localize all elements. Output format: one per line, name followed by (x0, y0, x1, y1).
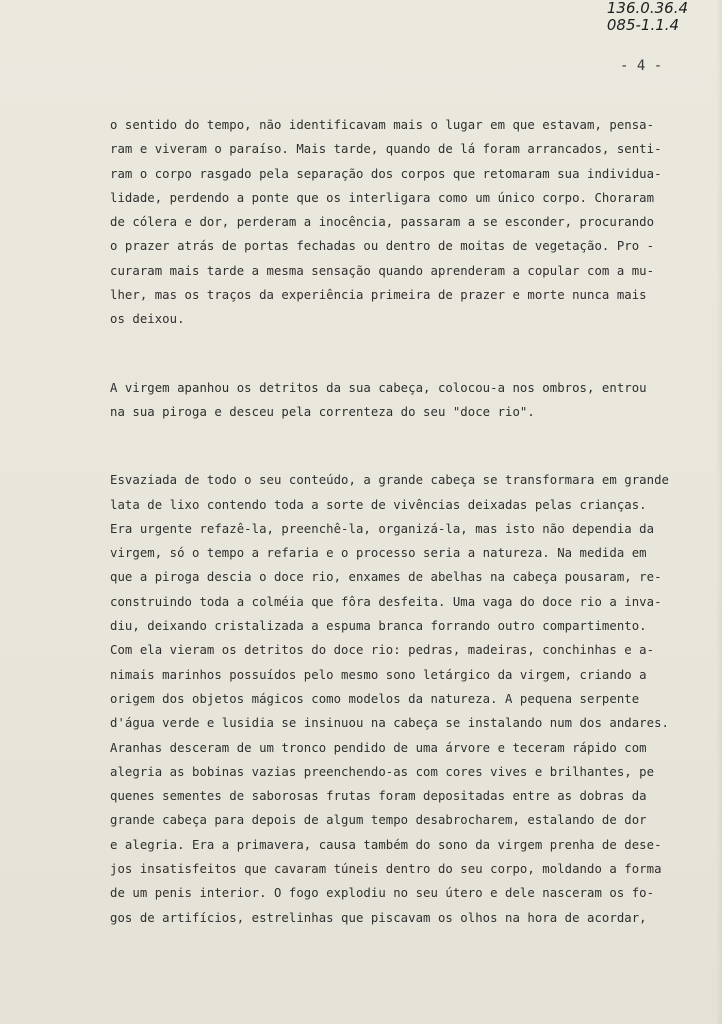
text-line: Era urgente refazê-la, preenchê-la, organizá-la, mas isto não dependia da (110, 521, 655, 536)
paragraph-3 (110, 468, 700, 930)
archive-reference (607, 0, 688, 34)
text-line: e alegria. Era a primavera, causa também do sono da virgem prenha de dese- (110, 837, 662, 852)
text-line: o sentido do tempo, não identificavam mais o lugar em que estavam, pensa- (110, 118, 655, 132)
text-line: ram o corpo rasgado pela separação dos corpos que retomaram sua individua- (110, 166, 662, 181)
text-line: lher, mas os traços da experiência primeira de prazer e morte nunca mais (110, 288, 647, 303)
text-line: alegria as bobinas vazias preenchendo-as com cores vives e brilhantes, pe (110, 764, 655, 779)
text-line: quenes sementes de saborosas frutas foram depositadas entre as dobras da (110, 789, 647, 804)
text-line: Com ela vieram os detritos do doce rio: pedras, madeiras, conchinhas e a- (110, 643, 655, 658)
text-line: virgem, só o tempo a refaria e o processo seria a natureza. Na medida em (110, 546, 647, 561)
text-line: diu, deixando cristalizada a espuma branca forrando outro compartimento. (110, 619, 647, 634)
text-line: origem dos objetos mágicos como modelos da natureza. A pequena serpente (110, 691, 640, 706)
text-line: d'água verde e lusidia se insinuou na cabeça se instalando num dos andares. (110, 716, 670, 731)
page-edge-shadow (716, 0, 722, 1024)
archive-reference-line-1: 136.0.36.4 (606, 0, 688, 17)
text-line: de um penis interior. O fogo explodiu no seu útero e dele nasceram os fo- (110, 886, 655, 901)
text-line: curaram mais tarde a mesma sensação quando aprenderam a copular com a mu- (110, 263, 655, 278)
text-line: que a piroga descia o doce rio, enxames de abelhas na cabeça pousaram, re- (110, 570, 662, 585)
paragraph-2 (110, 376, 700, 425)
text-line: gos de artifícios, estrelinhas que piscavam os olhos na hora de acordar, (110, 910, 647, 925)
text-line: construindo toda a colméia que fôra desfeita. Uma vaga do doce rio a inva- (110, 594, 662, 609)
archive-reference-line-2: 085-1.1.4 (606, 16, 680, 34)
text-line: ram e viveram o paraíso. Mais tarde, quando de lá foram arrancados, senti- (110, 142, 662, 157)
text-line: A virgem apanhou os detritos da sua cabeça, colocou-a nos ombros, entrou (110, 380, 647, 395)
text-line: lidade, perdendo a ponte que os interligara como um único corpo. Choraram (110, 190, 655, 205)
paragraph-gap (110, 424, 700, 468)
text-line: Esvaziada de todo o seu conteúdo, a grande cabeça se transformara em grande (110, 473, 670, 488)
text-line: grande cabeça para depois de algum tempo desabrocharem, estalando de dor (110, 813, 647, 828)
text-line: lata de lixo contendo toda a sorte de vivências deixadas pelas crianças. (110, 497, 647, 512)
page-number: - 4 - (620, 58, 663, 74)
document-body (110, 113, 700, 930)
text-line: na sua piroga e desceu pela correnteza do seu "doce rio". (110, 404, 535, 419)
text-line: nimais marinhos possuídos pelo mesmo sono letárgico da virgem, criando a (110, 667, 647, 682)
text-line: Aranhas desceram de um tronco pendido de uma árvore e teceram rápido com (110, 740, 647, 755)
text-line: o prazer atrás de portas fechadas ou dentro de moitas de vegetação. Pro - (110, 239, 655, 254)
text-line: jos insatisfeitos que cavaram túneis dentro do seu corpo, moldando a forma (110, 862, 662, 877)
paragraph-gap (110, 332, 700, 376)
text-line: os deixou. (110, 312, 185, 327)
paragraph-1 (110, 113, 700, 332)
text-line: de cólera e dor, perderam a inocência, passaram a se esconder, procurando (110, 215, 655, 230)
